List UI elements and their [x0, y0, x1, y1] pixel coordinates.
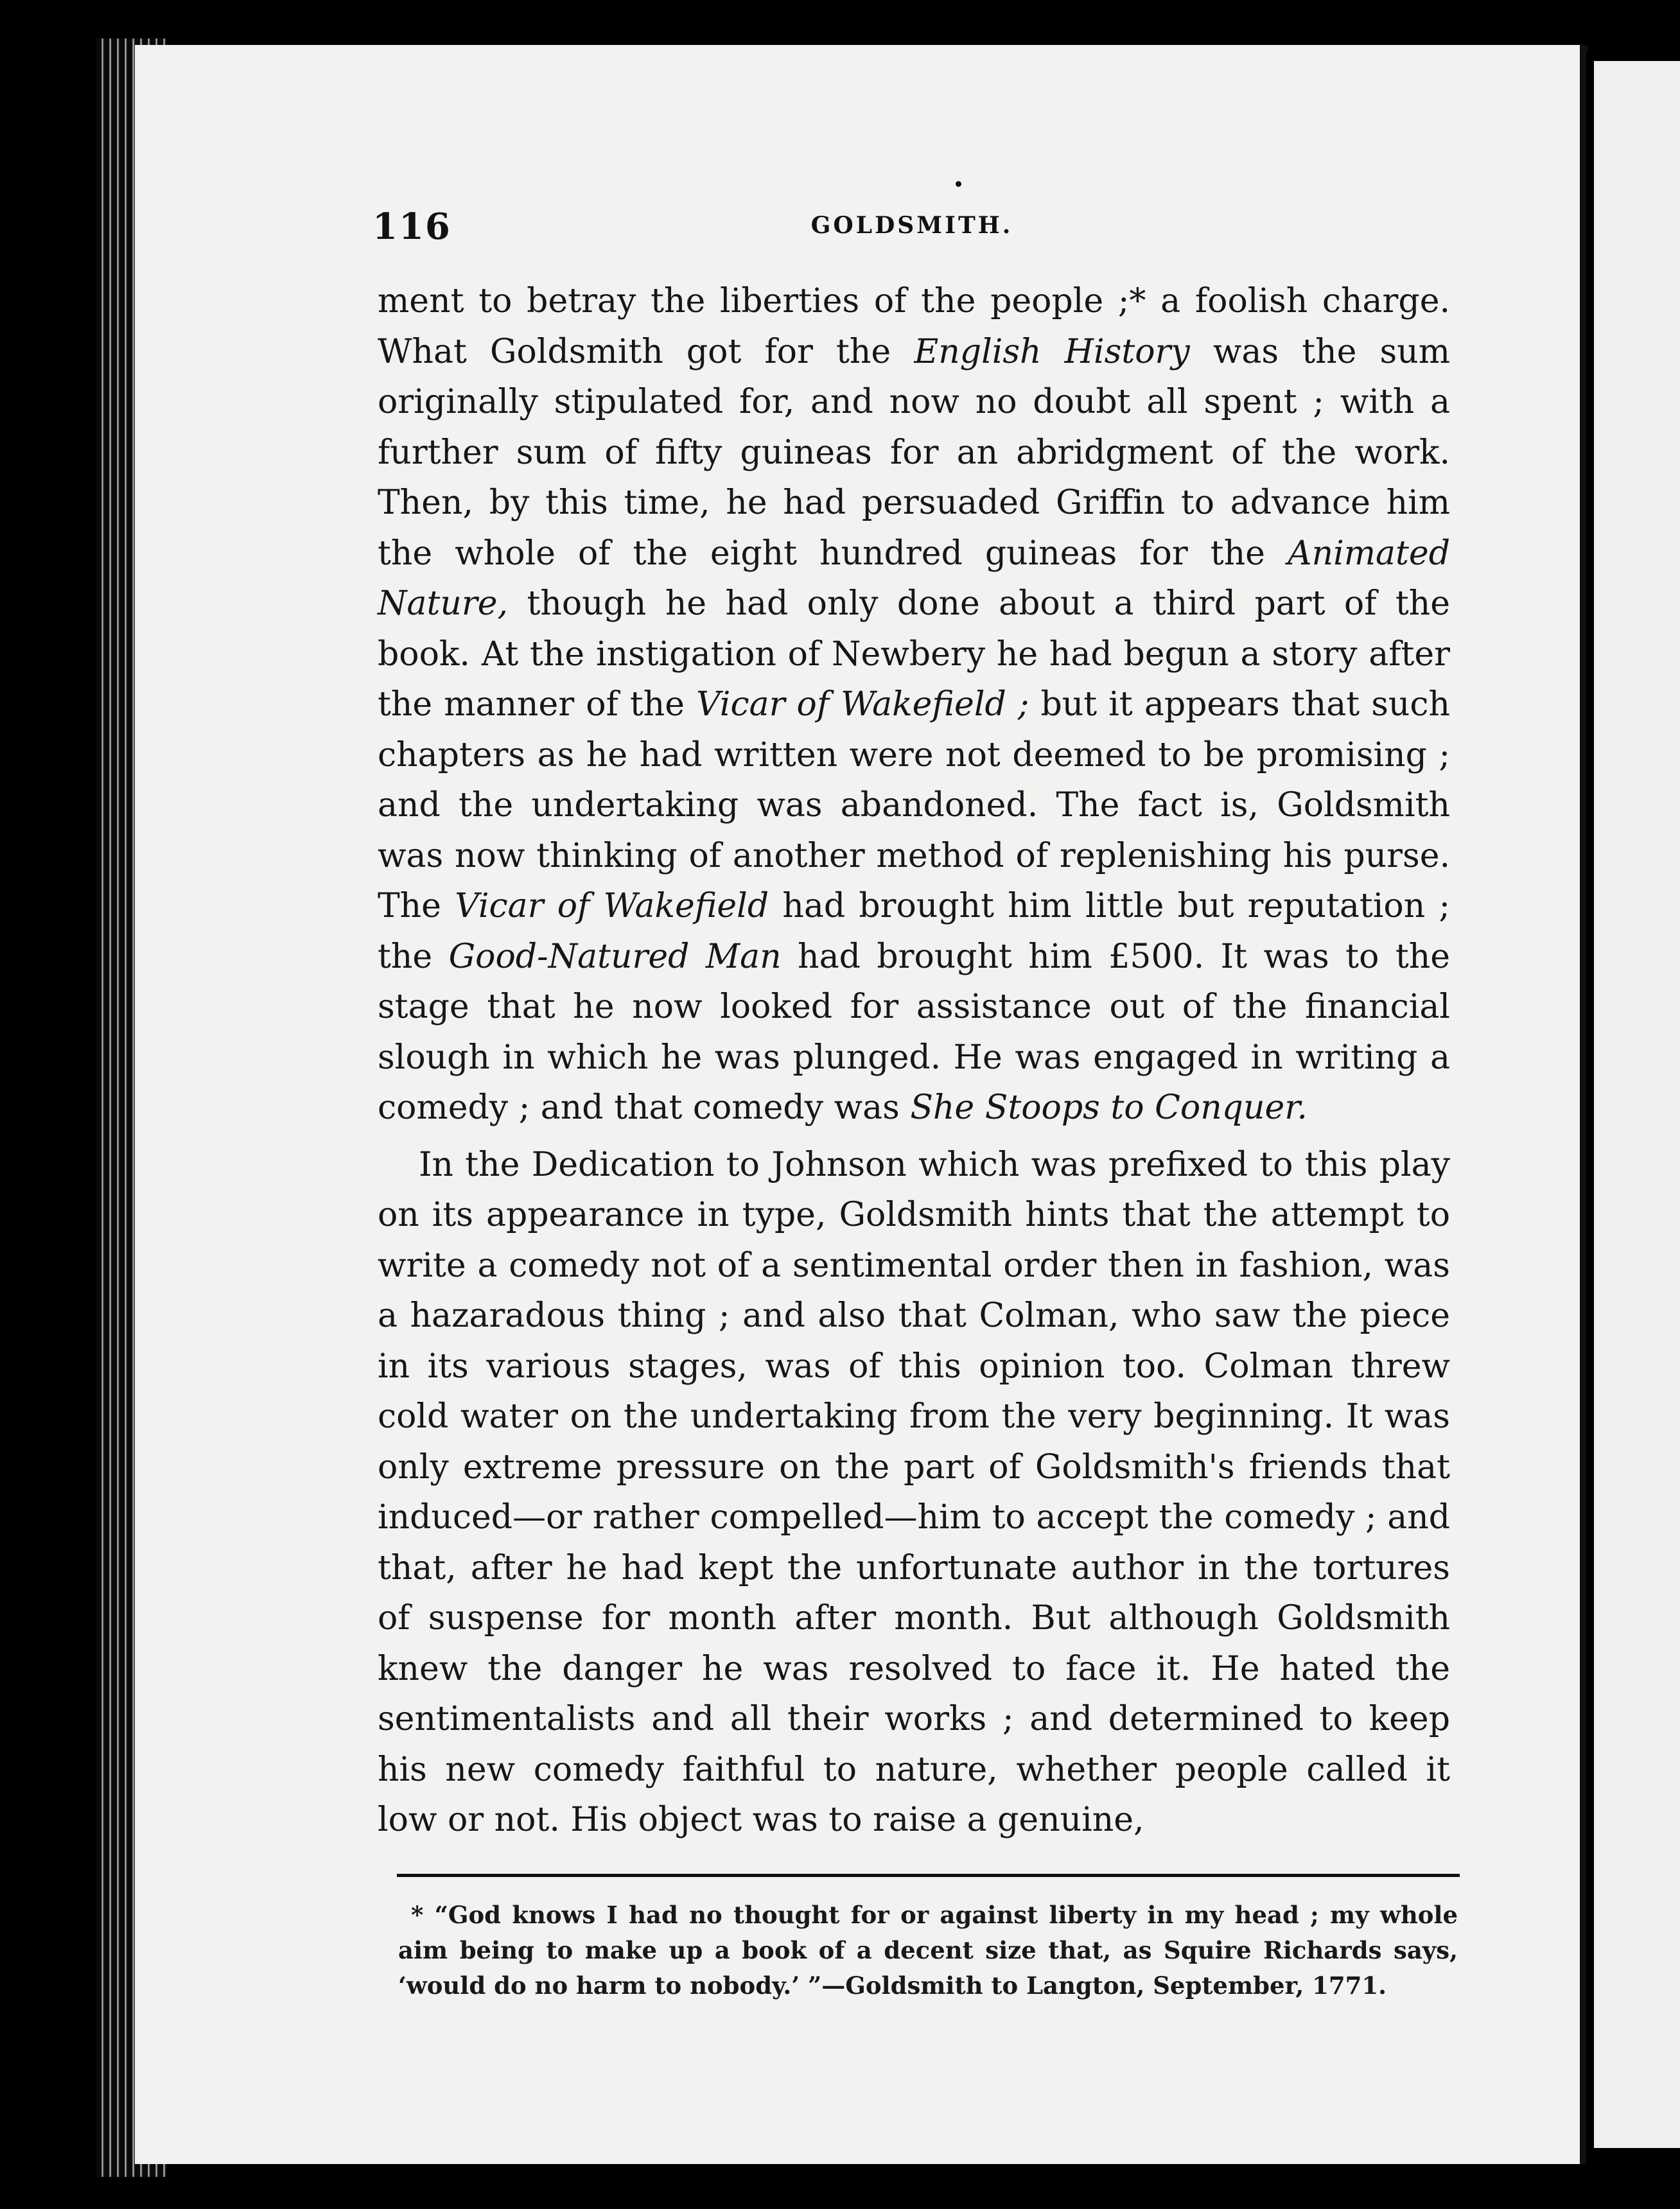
- book-title-vicar-of-wakefield: Vicar of Wakefield ;: [696, 685, 1029, 724]
- footnote: [398, 1898, 1458, 2004]
- book-title-vicar-of-wakefield: Vicar of Wakefield: [455, 887, 769, 925]
- paragraph-1: [378, 276, 1450, 1133]
- book-title-english-history: English History: [914, 332, 1190, 371]
- play-title-good-natured-man: Good-Natured Man: [448, 937, 782, 976]
- play-title-she-stoops-to-conquer: She Stoops to Conquer.: [910, 1088, 1308, 1127]
- text-run: had brought him little but reputation ; the: [378, 887, 1450, 976]
- ink-speck: [956, 181, 961, 187]
- running-head: GOLDSMITH.: [810, 212, 1013, 239]
- text-run: but it appears that such chapters as he had written were not deemed to be promising ; and the undertaking was abandoned. The fact is, Goldsmith was now thinking of another method of replenishing his purse. The: [378, 685, 1450, 925]
- book-title-animated-nature: Animated Nature,: [378, 534, 1450, 623]
- paragraph-2: In the Dedication to Johnson which was prefixed to this play on its appearance in type, Goldsmith hints that the attempt to write a comedy not of a sentimental order then in fashion, was a hazaradous thing ; and also that Colman, who saw the piece in its various stages, was of this opinion too. Colman threw cold water on the undertaking from the very beginning. It was only extreme pressure on the part of Goldsmith's friends that induced—or rather compelled—him to accept the comedy ; and that, after he had kept the unfortunate author in the tortures of suspense for month after month. But although Goldsmith knew the danger he was resolved to face it. He hated the sentimentalists and all their works ; and determined to keep his new comedy faithful to nature, whether people called it low or not. His object was to raise a genuine,: [378, 1145, 1450, 1839]
- text-run: though he had only done about a third part of the book. At the instigation of Newbery he had begun a story after the manner of the: [378, 584, 1450, 724]
- text-run: was the sum originally stipulated for, and now no doubt all spent ; with a further sum of fifty guineas for an abridgment of the work. Then, by this time, he had persuaded Griffin to advance him the whole of the eight hundred guineas for the: [378, 332, 1451, 573]
- footnote-text: * “God knows I had no thought for or against liberty in my head ; my whole aim being to make up a book of a decent size that, as Squire Richards says, ‘would do no harm to nobody.’ ”—Goldsmith to Langton, September, 1771.: [398, 1901, 1458, 2000]
- footnote-divider: [397, 1874, 1460, 1877]
- facing-page-edge: [1586, 51, 1680, 2170]
- page-header: [372, 205, 1451, 248]
- text-run: had brought him £500. It was to the stage that he now looked for assistance out of the financial slough in which he was plunged. He was engaged in writing a comedy ; and that comedy was: [378, 937, 1450, 1127]
- text-run: ment to betray the liberties of the people ;* a foolish charge. What Goldsmith got for the: [378, 282, 1450, 371]
- page-number: 116: [372, 205, 451, 248]
- body-text: [378, 276, 1450, 1846]
- facing-page-strip: [1594, 61, 1680, 2148]
